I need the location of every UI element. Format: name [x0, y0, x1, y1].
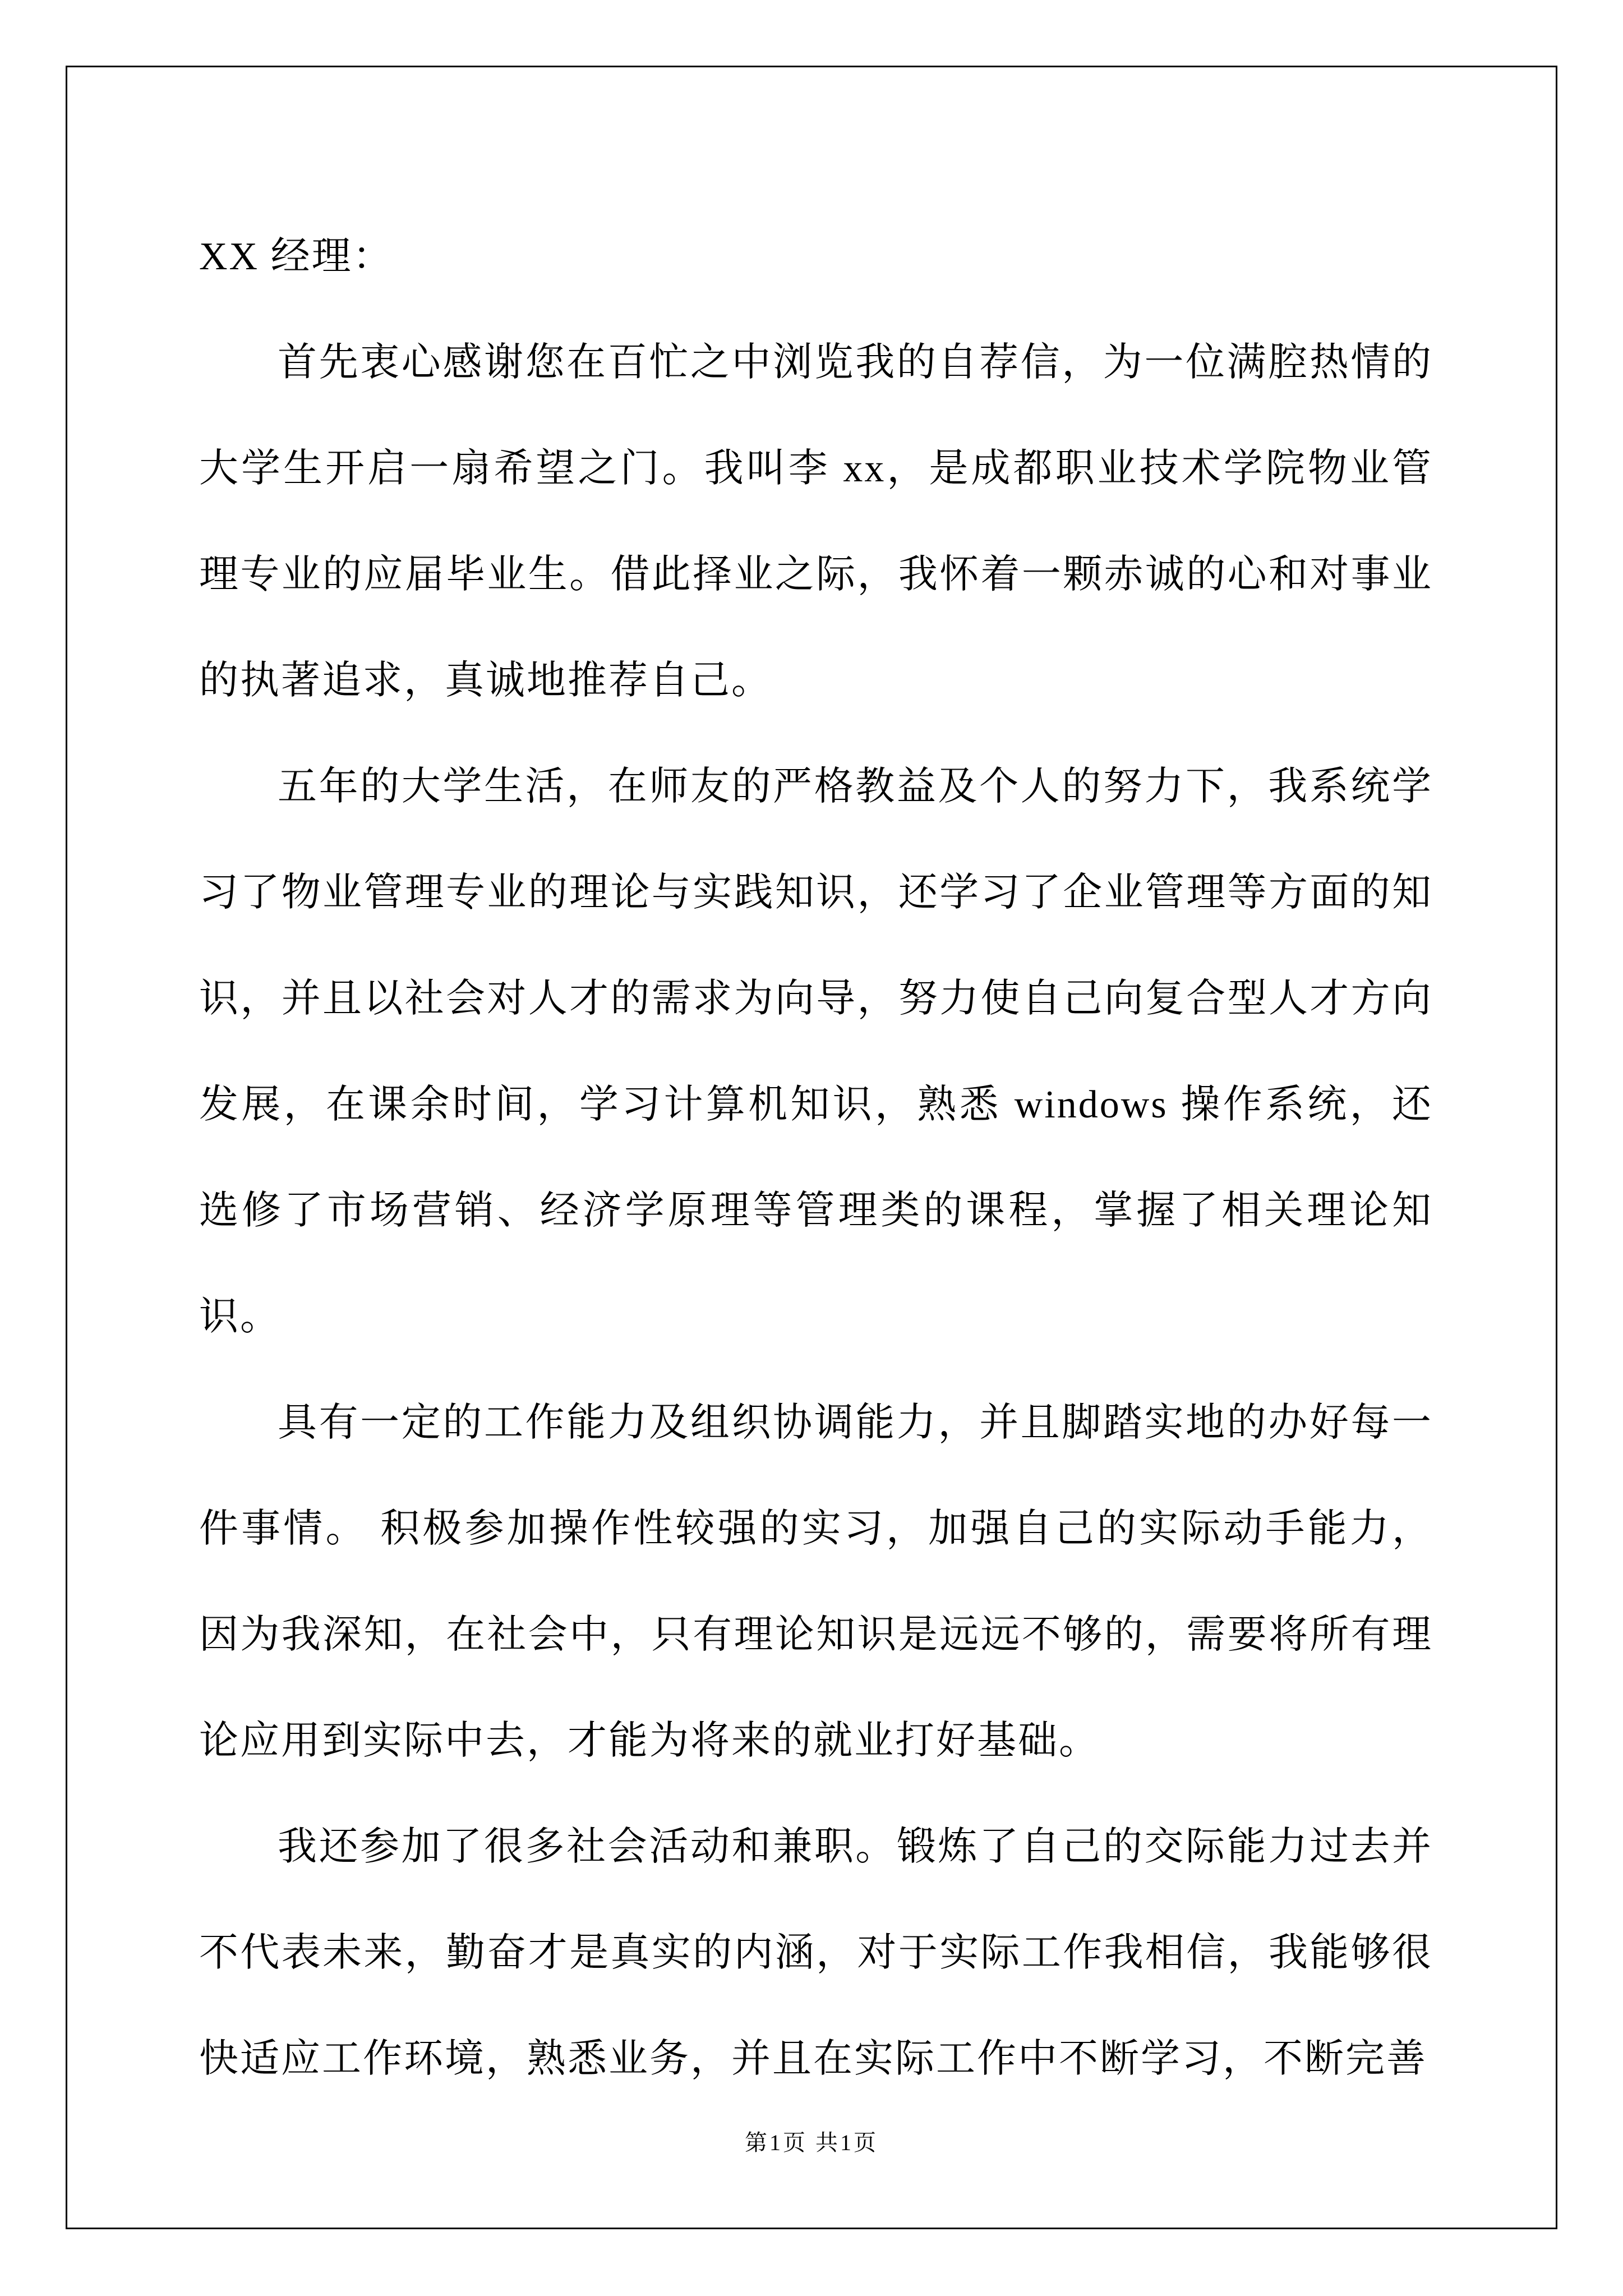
page-border [66, 66, 1557, 2229]
paragraph-studies: 五年的大学生活，在师友的严格教益及个人的努力下，我系统学习了物业管理专业的理论与实践知识，还学习了企业管理等方面的知识，并且以社会对人才的需求为向导，努力使自己向复合型人才方向发展，在课余时间，学习计算机知识，熟悉 windows 操作系统，还选修了市场营销、经济学原理等管理类的课程，掌握了相关理论知识。 [199, 765, 1433, 1338]
paragraph-intro: 首先衷心感谢您在百忙之中浏览我的自荐信，为一位满腔热情的大学生开启一扇希望之门。我叫李 xx，是成都职业技术学院物业管理专业的应届毕业生。借此择业之际，我怀着一颗赤诚的心和对事业的执著追求，真诚地推荐自己。 [199, 341, 1433, 702]
paragraph-activities: 我还参加了很多社会活动和兼职。锻炼了自己的交际能力过去并不代表未来，勤奋才是真实的内涵，对于实际工作我相信，我能够很快适应工作环境，熟悉业务，并且在实际工作中不断学习，不断完善 [199, 1825, 1433, 2081]
paragraph-skills: 具有一定的工作能力及组织协调能力，并且脚踏实地的办好每一件事情。 积极参加操作性较强的实习，加强自己的实际动手能力，因为我深知，在社会中，只有理论知识是远远不够的，需要将所有理论应用到实际中去，才能为将来的就业打好基础。 [199, 1401, 1433, 1763]
salutation: XX 经理： [199, 235, 394, 278]
letter-body [199, 204, 1433, 2112]
page-number-footer: 第1页 共1页 [745, 2130, 878, 2155]
